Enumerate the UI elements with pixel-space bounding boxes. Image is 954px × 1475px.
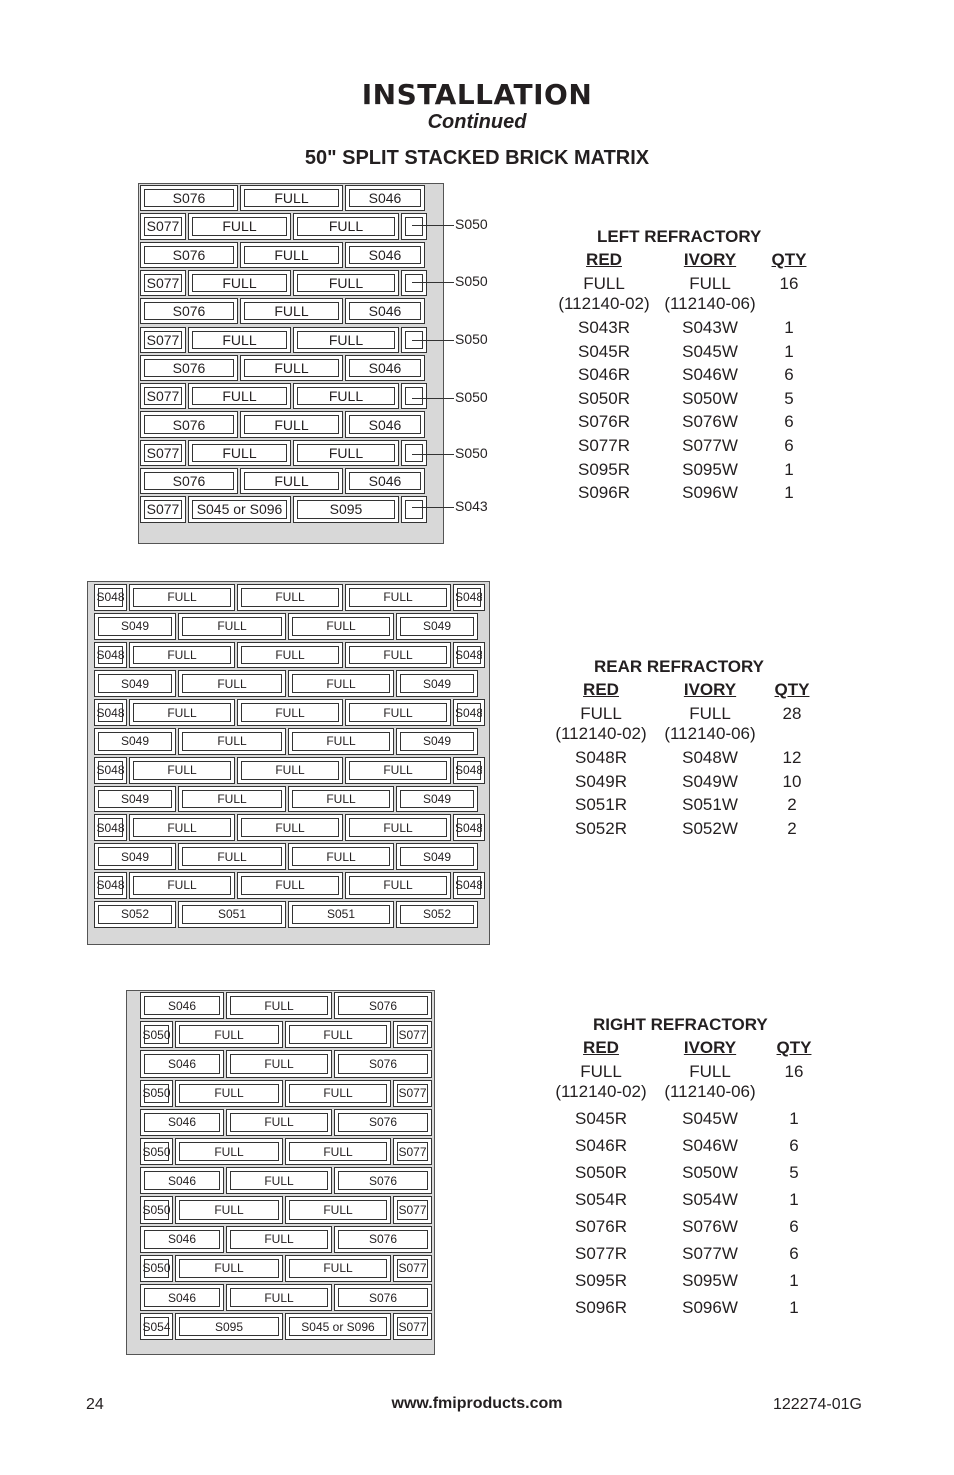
page-number: 24	[86, 1396, 104, 1413]
table-cell: 6	[784, 365, 794, 385]
table-cell: (112140-02)	[558, 294, 650, 313]
table-cell: S054W	[682, 1190, 738, 1209]
brick: S076	[334, 992, 432, 1019]
brick: FULL	[237, 642, 343, 669]
brick: S076	[334, 1284, 432, 1311]
callout-leader-line	[412, 454, 454, 455]
callout-label: S050	[455, 445, 488, 461]
brick: FULL	[178, 670, 286, 697]
brick: S049	[94, 786, 176, 813]
table-cell: S046W	[682, 1136, 738, 1155]
table-header: RED	[583, 1038, 619, 1057]
table-cell: FULL	[580, 704, 622, 723]
brick: FULL	[129, 872, 235, 899]
table-cell: 12	[782, 748, 802, 767]
table-cell: S050W	[682, 1163, 738, 1182]
brick: S049	[94, 670, 176, 697]
brick: S046	[140, 1167, 224, 1194]
table-cell: 6	[784, 436, 794, 455]
brick: FULL	[240, 185, 343, 211]
table-cell: 2	[787, 795, 797, 815]
table-cell: FULL	[689, 274, 731, 293]
callout-label: S043	[455, 498, 488, 514]
brick: S076	[334, 1050, 432, 1077]
table-cell: S048W	[682, 748, 738, 767]
brick: S046	[140, 992, 224, 1019]
table-cell: S046R	[575, 1136, 627, 1155]
table-cell: 1	[784, 483, 794, 503]
brick: S077	[393, 1255, 432, 1282]
brick: S076	[140, 298, 238, 324]
brick: S048	[453, 699, 485, 726]
table-cell: 5	[789, 1163, 799, 1182]
brick: FULL	[178, 613, 286, 640]
table-cell: S095R	[578, 459, 630, 479]
table-cell: 1	[789, 1298, 799, 1317]
brick: S050	[140, 1138, 173, 1165]
brick: S048	[94, 814, 127, 841]
brick: S046	[345, 355, 425, 381]
brick: FULL	[175, 1138, 283, 1165]
table-header: RED	[586, 250, 622, 269]
table-cell: S050R	[578, 388, 630, 408]
table-title: REAR REFRACTORY	[594, 657, 765, 676]
brick: FULL	[129, 699, 235, 726]
table-cell: 16	[779, 274, 799, 293]
table-cell: S050R	[575, 1163, 627, 1182]
right-refractory-diagram	[126, 990, 435, 1355]
callout-leader-line	[412, 340, 454, 341]
brick: S076	[140, 468, 238, 494]
brick: S049	[396, 786, 478, 813]
brick: S077	[393, 1313, 432, 1340]
table-cell: S076W	[682, 1217, 738, 1236]
brick: FULL	[285, 1138, 391, 1165]
brick: S046	[345, 185, 425, 211]
brick: S050	[140, 1021, 173, 1048]
brick: S048	[94, 642, 127, 669]
table-header: RED	[583, 680, 619, 699]
table-cell: S051W	[682, 795, 738, 815]
brick	[401, 270, 427, 296]
brick: FULL	[285, 1021, 391, 1048]
matrix-title: 50" SPLIT STACKED BRICK MATRIX	[304, 147, 650, 169]
table-cell: 1	[784, 318, 794, 337]
table-cell: S045W	[682, 341, 738, 361]
table-cell: (112140-06)	[664, 1082, 756, 1101]
callout-leader-line	[412, 282, 454, 283]
brick: FULL	[345, 872, 451, 899]
brick: FULL	[288, 843, 394, 870]
rear-refractory-diagram	[87, 581, 490, 945]
brick: S077	[393, 1138, 432, 1165]
brick: FULL	[226, 992, 332, 1019]
table-header: IVORY	[683, 250, 737, 269]
brick: FULL	[237, 872, 343, 899]
brick: FULL	[288, 670, 394, 697]
brick: FULL	[345, 642, 451, 669]
brick: S045 or S096	[188, 496, 291, 522]
table-cell: 16	[784, 1062, 804, 1081]
document-number: 122274-01G	[773, 1396, 862, 1413]
brick: S050	[140, 1196, 173, 1223]
table-cell: S095W	[682, 459, 738, 479]
brick: FULL	[293, 213, 399, 239]
brick: FULL	[226, 1167, 332, 1194]
table-cell: 28	[782, 704, 802, 723]
brick: FULL	[178, 843, 286, 870]
brick: FULL	[226, 1284, 332, 1311]
brick: S049	[396, 843, 478, 870]
brick: FULL	[240, 298, 343, 324]
brick: FULL	[345, 584, 451, 611]
table-cell: S050W	[682, 388, 738, 408]
brick: FULL	[345, 814, 451, 841]
brick: S095	[293, 496, 399, 522]
table-cell: S077W	[682, 1244, 738, 1263]
table-cell: 10	[782, 771, 802, 791]
table-cell: S052R	[575, 818, 627, 838]
brick: FULL	[188, 270, 291, 296]
brick: S077	[140, 496, 186, 522]
table-cell: 6	[789, 1217, 799, 1236]
brick: FULL	[293, 270, 399, 296]
callout-label: S050	[455, 216, 488, 232]
brick: FULL	[237, 699, 343, 726]
brick: S076	[140, 242, 238, 268]
brick: S048	[94, 584, 127, 611]
brick: S046	[345, 298, 425, 324]
table-cell: FULL	[580, 1062, 622, 1081]
brick: FULL	[237, 814, 343, 841]
table-cell: 1	[784, 341, 794, 361]
brick: FULL	[188, 383, 291, 409]
table-cell: S077W	[682, 436, 738, 455]
brick: FULL	[293, 440, 399, 466]
brick: FULL	[129, 814, 235, 841]
brick: S046	[345, 411, 425, 437]
table-cell: S076W	[682, 412, 738, 432]
brick: S049	[94, 843, 176, 870]
brick: S048	[453, 872, 485, 899]
table-cell: 2	[787, 818, 797, 838]
brick	[401, 213, 427, 239]
table-header: IVORY	[683, 1038, 737, 1057]
table-cell: S077R	[578, 436, 630, 455]
brick: FULL	[226, 1109, 332, 1136]
table-cell: 1	[789, 1190, 799, 1209]
page-subtitle: Continued	[427, 111, 527, 133]
callout-leader-line	[412, 225, 454, 226]
brick: FULL	[129, 642, 235, 669]
brick: S050	[140, 1255, 173, 1282]
callout-label: S050	[455, 331, 488, 347]
table-cell: S046W	[682, 365, 738, 385]
table-cell: S043W	[682, 318, 738, 337]
table-cell: S043R	[578, 318, 630, 337]
table-cell: S045R	[575, 1109, 627, 1128]
brick: S048	[453, 814, 485, 841]
table-cell: S096R	[575, 1298, 627, 1317]
brick: S077	[393, 1196, 432, 1223]
table-header: QTY	[776, 1038, 812, 1057]
brick: FULL	[237, 757, 343, 784]
brick: FULL	[226, 1226, 332, 1253]
callout-leader-line	[412, 398, 454, 399]
left-refractory-diagram	[138, 183, 444, 544]
brick: FULL	[285, 1255, 391, 1282]
table-cell: S052W	[682, 818, 738, 838]
brick: FULL	[188, 213, 291, 239]
table-cell: (112140-02)	[555, 1082, 647, 1101]
brick: S048	[453, 642, 485, 669]
brick: S045 or S096	[285, 1313, 391, 1340]
table-cell: FULL	[583, 274, 625, 293]
brick: S051	[178, 901, 286, 928]
table-header: QTY	[774, 680, 810, 699]
brick: S049	[94, 613, 176, 640]
table-cell: S045W	[682, 1109, 738, 1128]
table-cell: S046R	[578, 365, 630, 385]
brick: S051	[288, 901, 394, 928]
brick: S077	[140, 383, 186, 409]
callout-leader-line	[412, 507, 454, 508]
brick: FULL	[345, 757, 451, 784]
brick: FULL	[293, 383, 399, 409]
brick: S077	[393, 1021, 432, 1048]
table-cell: (112140-02)	[555, 724, 647, 743]
brick: S052	[94, 901, 176, 928]
brick: FULL	[188, 327, 291, 353]
table-cell: FULL	[689, 1062, 731, 1081]
brick: S048	[94, 872, 127, 899]
brick: FULL	[175, 1021, 283, 1048]
brick	[401, 496, 427, 522]
table-cell: FULL	[689, 704, 731, 723]
brick: S076	[334, 1167, 432, 1194]
brick: S048	[94, 757, 127, 784]
table-cell: S051R	[575, 795, 627, 815]
brick: FULL	[175, 1255, 283, 1282]
brick: FULL	[345, 699, 451, 726]
table-cell: 1	[789, 1109, 799, 1128]
table-cell: S054R	[575, 1190, 627, 1209]
table-cell: 1	[789, 1271, 799, 1290]
table-cell: S095R	[575, 1271, 627, 1290]
brick: S048	[453, 757, 485, 784]
brick: S046	[140, 1109, 224, 1136]
brick: S054	[140, 1313, 173, 1340]
brick: S050	[140, 1080, 173, 1107]
table-cell: S045R	[578, 341, 630, 361]
brick: FULL	[237, 584, 343, 611]
brick: FULL	[288, 728, 394, 755]
brick: S077	[140, 213, 186, 239]
table-cell: S096W	[682, 483, 738, 503]
brick: S076	[334, 1226, 432, 1253]
table-cell: 6	[789, 1136, 799, 1155]
brick: S095	[175, 1313, 283, 1340]
brick: FULL	[226, 1050, 332, 1077]
brick: FULL	[129, 757, 235, 784]
brick: S077	[393, 1080, 432, 1107]
brick: S052	[396, 901, 478, 928]
table-cell: (112140-06)	[664, 724, 756, 743]
brick: S046	[140, 1050, 224, 1077]
brick: S046	[140, 1226, 224, 1253]
brick: FULL	[288, 786, 394, 813]
table-cell: S096W	[682, 1298, 738, 1317]
brick: FULL	[240, 468, 343, 494]
brick: S049	[396, 670, 478, 697]
brick	[401, 440, 427, 466]
brick: FULL	[285, 1080, 391, 1107]
brick: FULL	[240, 411, 343, 437]
brick: S048	[94, 699, 127, 726]
brick: S076	[334, 1109, 432, 1136]
brick: S049	[94, 728, 176, 755]
table-cell: 5	[784, 388, 794, 408]
brick: S049	[396, 613, 478, 640]
table-cell: 6	[789, 1244, 799, 1263]
table-cell: 1	[784, 459, 794, 479]
brick: FULL	[240, 355, 343, 381]
brick: S077	[140, 270, 186, 296]
brick: FULL	[188, 440, 291, 466]
callout-label: S050	[455, 273, 488, 289]
table-title: RIGHT REFRACTORY	[593, 1015, 768, 1034]
brick: S076	[140, 185, 238, 211]
page-title: INSTALLATION	[361, 78, 593, 111]
brick	[401, 383, 427, 409]
brick: FULL	[285, 1196, 391, 1223]
brick: S077	[140, 327, 186, 353]
brick: FULL	[175, 1080, 283, 1107]
brick: S049	[396, 728, 478, 755]
brick: FULL	[129, 584, 235, 611]
table-header: IVORY	[683, 680, 737, 699]
table-cell: 6	[784, 412, 794, 432]
brick: S046	[345, 242, 425, 268]
brick: S076	[140, 411, 238, 437]
brick: S046	[345, 468, 425, 494]
brick: S076	[140, 355, 238, 381]
table-cell: S049W	[682, 771, 738, 791]
brick: FULL	[293, 327, 399, 353]
table-cell: S076R	[575, 1217, 627, 1236]
brick: S048	[453, 584, 485, 611]
table-cell: S049R	[575, 771, 627, 791]
table-cell: S077R	[575, 1244, 627, 1263]
brick: FULL	[288, 613, 394, 640]
table-cell: S076R	[578, 412, 630, 432]
brick: FULL	[175, 1196, 283, 1223]
table-cell: S095W	[682, 1271, 738, 1290]
brick: FULL	[240, 242, 343, 268]
brick: FULL	[178, 786, 286, 813]
table-cell: S048R	[575, 748, 627, 767]
brick: S046	[140, 1284, 224, 1311]
callout-label: S050	[455, 389, 488, 405]
website-link[interactable]: www.fmiproducts.com	[391, 1395, 563, 1412]
brick: S077	[140, 440, 186, 466]
brick: FULL	[178, 728, 286, 755]
table-cell: (112140-06)	[664, 294, 756, 313]
table-header: QTY	[771, 250, 807, 269]
table-cell: S096R	[578, 483, 630, 503]
table-title: LEFT REFRACTORY	[597, 227, 762, 246]
